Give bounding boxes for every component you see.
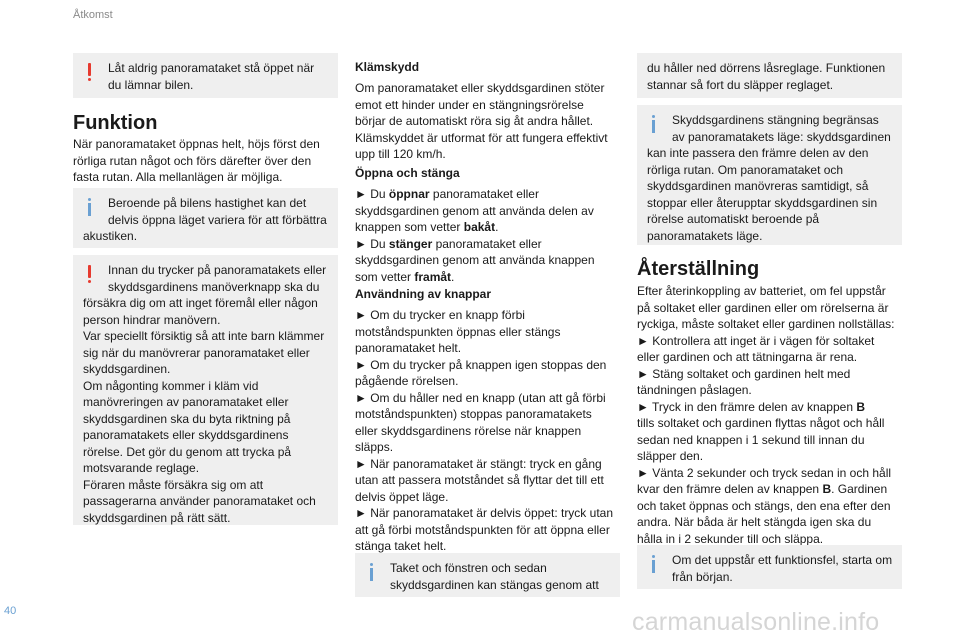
- info-box-malfunction: Om det uppstår ett funktionsfel, starta om från början.: [637, 545, 902, 589]
- info-box-acoustics: Beroende på bilens hastighet kan det delvis öppna läget variera för att förbättra akustiken.: [73, 188, 338, 248]
- warning-icon: [82, 265, 96, 283]
- info-icon: [364, 563, 378, 581]
- warning-icon: [82, 63, 96, 81]
- section-header: Åtkomst: [73, 9, 113, 21]
- heading-oppna-stanga: Öppna och stänga: [355, 166, 460, 180]
- paragraph-oppna-stanga: ► Du öppnar panoramataket eller skyddsgardinen genom att använda delen av knappen som vetter bakåt. ► Du stänger panoramataket eller skyddsgardinen genom att använda knappen som vetter framåt.: [355, 187, 595, 284]
- heading-funktion: Funktion: [73, 112, 158, 134]
- info-icon: [646, 115, 660, 133]
- watermark: carmanualsonline.info: [632, 608, 880, 636]
- heading-klamskydd: Klämskydd: [355, 60, 420, 74]
- warning-box-panorama-open: Låt aldrig panoramataket stå öppet när du lämnar bilen.: [73, 53, 338, 98]
- info-box-blind-limit: Skyddsgardinens stängning begränsas av panoramatakets läge: skyddsgardinen kan inte passera den främre delen av den rörliga rutan. Om panoramataket och skyddsgardinen manövreras samtidigt, så stoppar eller återupptar skyddsgardinen sin rörelse automatiskt beroende på panoramatakets läge.: [637, 105, 902, 245]
- heading-anvandning: Användning av knappar: [355, 287, 492, 301]
- heading-aterstallning: Återställning: [637, 258, 760, 280]
- page-number: 40: [4, 605, 17, 617]
- paragraph-aterstallning: Efter återinkoppling av batteriet, om fel uppstår på soltaket eller gardinen eller om rörelserna är ryckiga, måste soltaket eller gardinen nollställas: ► Kontrollera att inget är i vägen för soltaket eller gardinen och att tätningarna är rena. ► Stäng soltaket och gardinen helt med tändningen påslagen. ► Tryck in den främre delen av knappen B tills soltaket och gardinen flyttas något och håll sedan ned knappen i 1 sekund till innan du släpper den. ► Vänta 2 sekunder och tryck sedan in och håll kvar den främre delen av knappen B. Gardinen och taket öppnas och stängs, den ena efter den andra. När båda är helt stängda igen ska du hålla in i 2 sekunder till och släppa.: [637, 284, 895, 546]
- info-box-door-lock-continued: du håller ned dörrens låsreglage. Funktionen stannar så fort du släpper reglaget.: [637, 53, 902, 98]
- warning-box-pinch: Innan du trycker på panoramatakets eller skyddsgardinens manöverknapp ska du försäkra dig om att inget föremål eller någon person hindrar manövern. Var speciellt försiktig så att inte barn klämmer sig när du manövrerar panoramataket eller skyddsgardinen. Om någonting kommer i kläm vid manövreringen av panoramataket eller skyddsgardinen ska du byta riktning på panoramatakets eller skyddsgardinens rörelse. Det gör du genom att trycka på motsvarande reglage. Föraren måste försäkra sig om att passagerarna använder panoramataket och skyddsgardinen på rätt sätt.: [73, 255, 338, 525]
- info-icon: [646, 555, 660, 573]
- paragraph-anvandning: ► Om du trycker en knapp förbi motståndspunkten öppnas eller stängs panoramataket helt. ► Om du trycker på knappen igen stoppas den pågående rörelsen. ► Om du håller ned en knapp (utan att gå förbi motståndspunkten) stoppas panoramatakets eller skyddsgardinens rörelse när knappen släpps. ► När panoramataket är stängt: tryck en gång utan att passera motståndet så flyttar det till ett delvis öppet läge. ► När panoramataket är delvis öppet: tryck utan att gå förbi motståndspunkten för att öppna eller stänga taket helt.: [355, 308, 613, 553]
- paragraph-funktion: När panoramataket öppnas helt, höjs först den rörliga rutan något och förs därefter över den fasta rutan. Alla mellanlägen är möjliga.: [73, 137, 320, 184]
- info-icon: [82, 198, 96, 216]
- paragraph-klamskydd: Om panoramataket eller skyddsgardinen stöter emot ett hinder under en stängningsrörelse börjar de automatiskt röra sig åt andra hållet. Klämskyddet är utformat för att fungera effektivt upp till 120 km/h.: [355, 81, 608, 161]
- info-box-door-lock: Taket och fönstren och sedan skyddsgardinen kan stängas genom att: [355, 553, 620, 597]
